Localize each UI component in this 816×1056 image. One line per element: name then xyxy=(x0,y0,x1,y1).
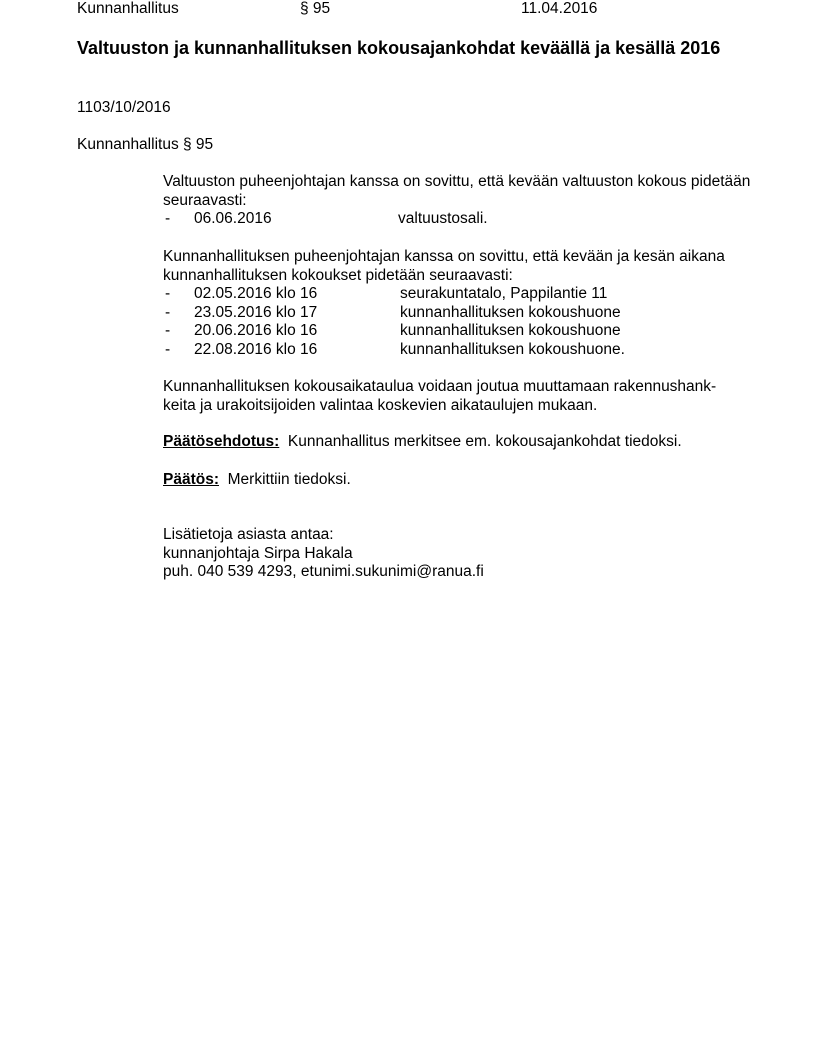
header-date: 11.04.2016 xyxy=(521,0,598,17)
list-item xyxy=(163,322,763,341)
list-dash: - xyxy=(165,285,171,302)
list-item xyxy=(163,210,763,229)
board-intro-paragraph: Kunnanhallituksen puheenjohtajan kanssa on sovittu, että kevään ja kesän aikana kunnanhallituksen kokoukset pidetään seuraavasti: xyxy=(163,248,725,284)
decision-proposal xyxy=(163,433,763,452)
section-label: Kunnanhallitus § 95 xyxy=(77,136,214,153)
contact-details: puh. 040 539 4293, etunimi.sukunimi@ranua.fi xyxy=(163,563,484,580)
decision xyxy=(163,471,763,490)
contact-info xyxy=(163,526,763,582)
list-item xyxy=(163,285,763,304)
council-intro-paragraph: Valtuuston puheenjohtajan kanssa on sovittu, että kevään valtuuston kokous pidetään seuraavasti: xyxy=(163,173,751,209)
contact-person: kunnanjohtaja Sirpa Hakala xyxy=(163,544,353,562)
decision-text: Merkittiin tiedoksi. xyxy=(227,471,351,488)
header-organ: Kunnanhallitus xyxy=(77,0,179,17)
meeting-place: valtuustosali. xyxy=(398,210,488,227)
council-meeting-list xyxy=(163,210,763,229)
header-section: § 95 xyxy=(300,0,331,17)
meeting-date: 02.05.2016 klo 16 xyxy=(194,285,318,302)
schedule-note-line: keita ja urakoitsijoiden valintaa koskevien aikataulujen mukaan. xyxy=(163,396,598,414)
meeting-date: 06.06.2016 xyxy=(194,210,272,227)
meeting-date: 20.06.2016 klo 16 xyxy=(194,322,318,339)
meeting-place: kunnanhallituksen kokoushuone. xyxy=(400,340,625,358)
list-dash: - xyxy=(165,340,171,358)
document-number: 1103/10/2016 xyxy=(77,99,171,116)
list-dash: - xyxy=(165,210,171,227)
list-item xyxy=(163,341,763,360)
meeting-place: kunnanhallituksen kokoushuone xyxy=(400,303,621,321)
list-item xyxy=(163,304,763,323)
meeting-place: seurakuntatalo, Pappilantie 11 xyxy=(400,285,608,302)
meeting-place: kunnanhallituksen kokoushuone xyxy=(400,322,621,339)
board-meeting-list xyxy=(163,285,763,359)
contact-heading: Lisätietoja asiasta antaa: xyxy=(163,526,334,543)
proposal-label: Päätösehdotus: xyxy=(163,433,280,450)
list-dash: - xyxy=(165,322,171,339)
meeting-date: 22.08.2016 klo 16 xyxy=(194,340,318,358)
proposal-text: Kunnanhallitus merkitsee em. kokousajankohdat tiedoksi. xyxy=(287,433,682,450)
decision-label: Päätös: xyxy=(163,471,219,488)
schedule-note-line: Kunnanhallituksen kokousaikataulua voidaan joutua muuttamaan rakennushank- xyxy=(163,378,717,395)
page-title: Valtuuston ja kunnanhallituksen kokousajankohdat keväällä ja kesällä 2016 xyxy=(77,38,721,58)
schedule-note-paragraph xyxy=(163,378,763,415)
meeting-date: 23.05.2016 klo 17 xyxy=(194,303,318,321)
list-dash: - xyxy=(165,303,171,321)
